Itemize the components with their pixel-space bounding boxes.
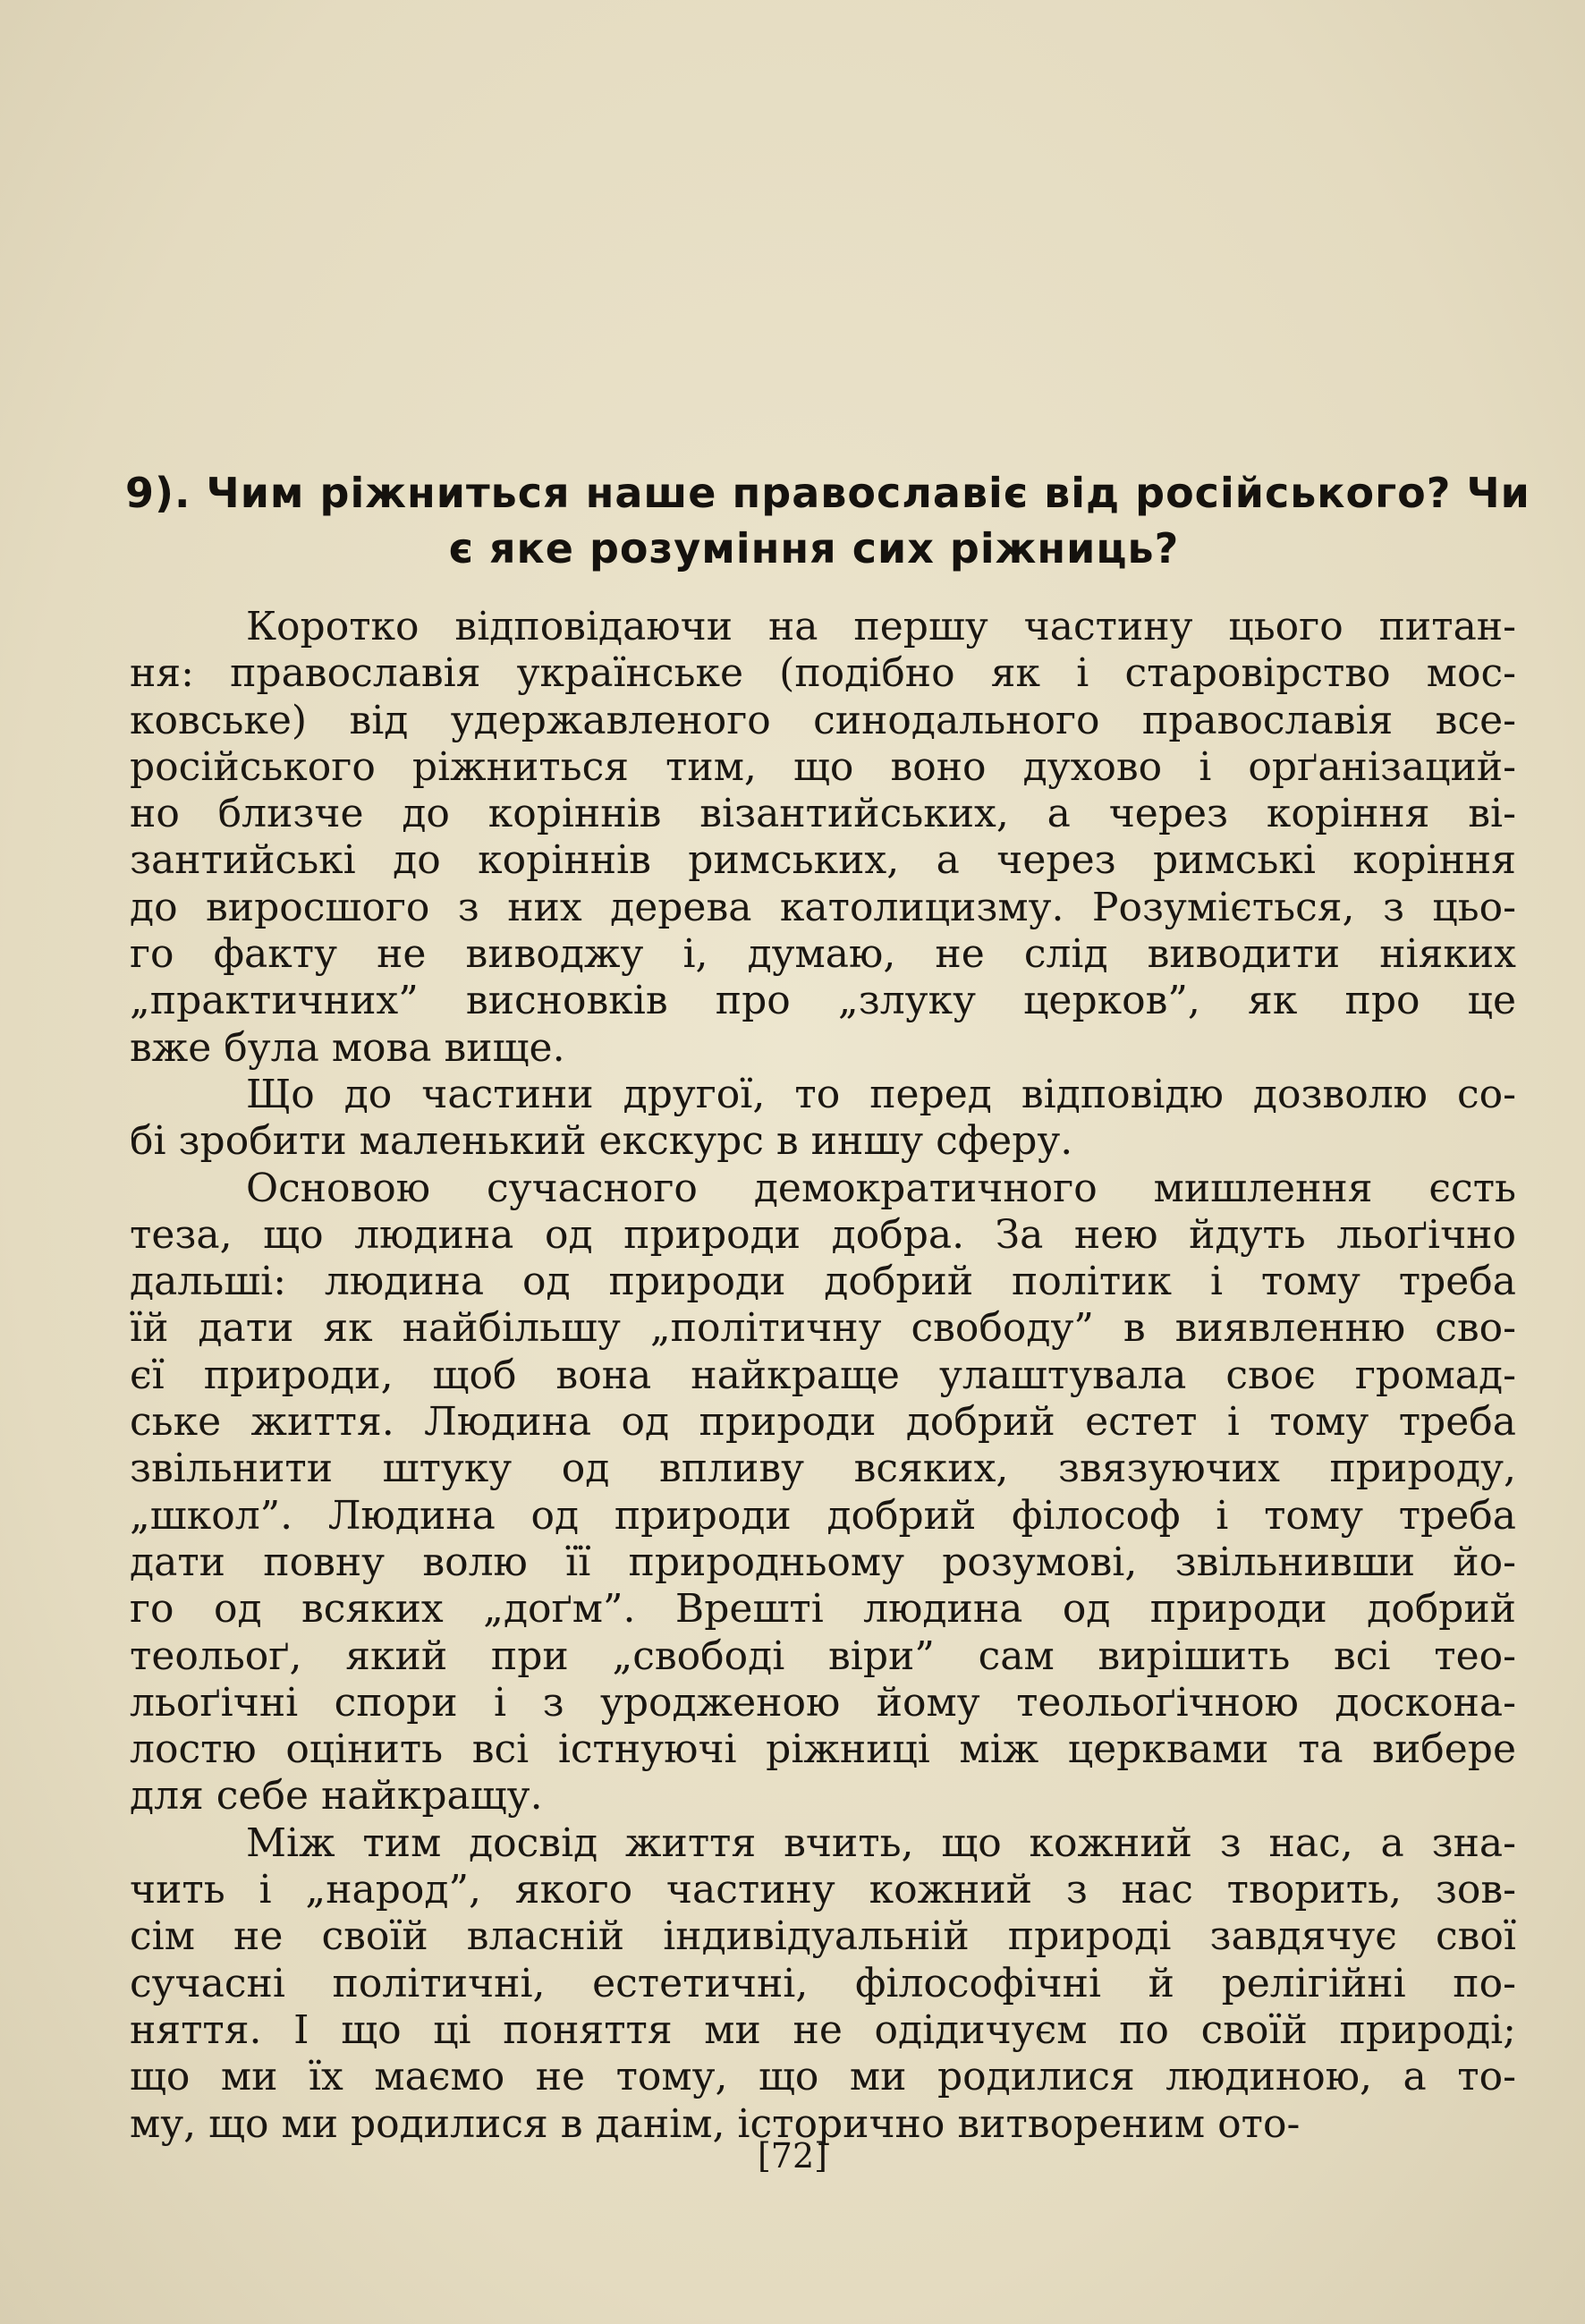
text-line: єї природи, щоб вона найкраще улаштувала своє громад-: [130, 1352, 1516, 1398]
text-line: му, що ми родилися в данім, історично витвореним ото-: [130, 2100, 1301, 2147]
text-line: „школ”. Людина од природи добрий філософ і тому треба: [130, 1492, 1516, 1539]
heading-line-1: 9). Чим ріжниться наше православіє від російського? Чи: [125, 469, 1530, 517]
text-line: го од всяких „доґм”. Врешті людина од природи добрий: [130, 1586, 1516, 1633]
body-text: [130, 604, 1516, 2148]
text-line: но близче до коріннів візантийських, а через коріння ві-: [130, 791, 1516, 837]
text-line: теза, що людина од природи добра. За нею йдуть льоґічно: [130, 1211, 1516, 1258]
text-line: до виросшого з них дерева католицизму. Розуміється, з цьо-: [130, 884, 1516, 930]
text-line: для себе найкращу.: [130, 1773, 543, 1819]
text-line: чить і „народ”, якого частину кожний з нас творить, зов-: [130, 1867, 1516, 1913]
text-line: звільнити штуку од впливу всяких, звязуючих природу,: [130, 1446, 1516, 1492]
text-line: Основою сучасного демократичного мишлення єсть: [246, 1165, 1516, 1211]
text-line: Що до частини другої, то перед відповідю дозволю со-: [246, 1071, 1516, 1117]
text-line: що ми їх маємо не тому, що ми родилися людиною, а то-: [130, 2054, 1516, 2100]
section-heading: [125, 465, 1530, 576]
text-line: няття. І що ці поняття ми не одідичуєм по своїй природі;: [130, 2006, 1516, 2053]
text-line: Між тим досвід життя вчить, що кожний з нас, а зна-: [246, 1819, 1516, 1866]
text-line: ковське) від удержавленого синодального православія все-: [130, 697, 1516, 743]
text-line: Коротко відповідаючи на першу частину цього питан-: [246, 604, 1516, 649]
text-line: їй дати як найбільшу „політичну свободу” в виявленню сво-: [130, 1305, 1516, 1352]
page-number: [72]: [757, 2136, 827, 2176]
text-line: „практичних” висновків про „злуку церков”, як про це: [130, 978, 1516, 1024]
text-line: ня: православія українське (подібно як і старовірство мос-: [130, 650, 1516, 697]
text-line: сім не своїй власній індивідуальній природі завдячує свої: [130, 1913, 1516, 1960]
text-line: вже була мова вище.: [130, 1024, 565, 1071]
text-line: ське життя. Людина од природи добрий естет і тому треба: [130, 1399, 1516, 1446]
text-line: зантийські до коріннів римських, а через римські коріння: [130, 837, 1516, 884]
text-line: дальші: людина од природи добрий політик і тому треба: [130, 1259, 1516, 1305]
text-line: дати повну волю її природньому розумові, звільнивши йо-: [130, 1539, 1516, 1585]
text-line: сучасні політичні, естетичні, філософічні й релігійні по-: [130, 1960, 1516, 2006]
text-line: лостю оцінить всі істнуючі ріжниці між церквами та вибере: [130, 1726, 1516, 1773]
text-line: російського ріжниться тим, що воно духово і орґанізаций-: [130, 743, 1516, 790]
heading-line-2: є яке розуміння сих ріжниць?: [448, 524, 1180, 573]
text-line: теольоґ, який при „свободі віри” сам вирішить всі тео-: [130, 1633, 1516, 1679]
text-line: бі зробити маленький екскурс в иншу сферу.: [130, 1118, 1073, 1165]
text-line: го факту не виводжу і, думаю, не слід виводити ніяких: [130, 931, 1516, 978]
text-line: льоґічні спори і з уродженою йому теольоґічною доскона-: [130, 1679, 1516, 1726]
